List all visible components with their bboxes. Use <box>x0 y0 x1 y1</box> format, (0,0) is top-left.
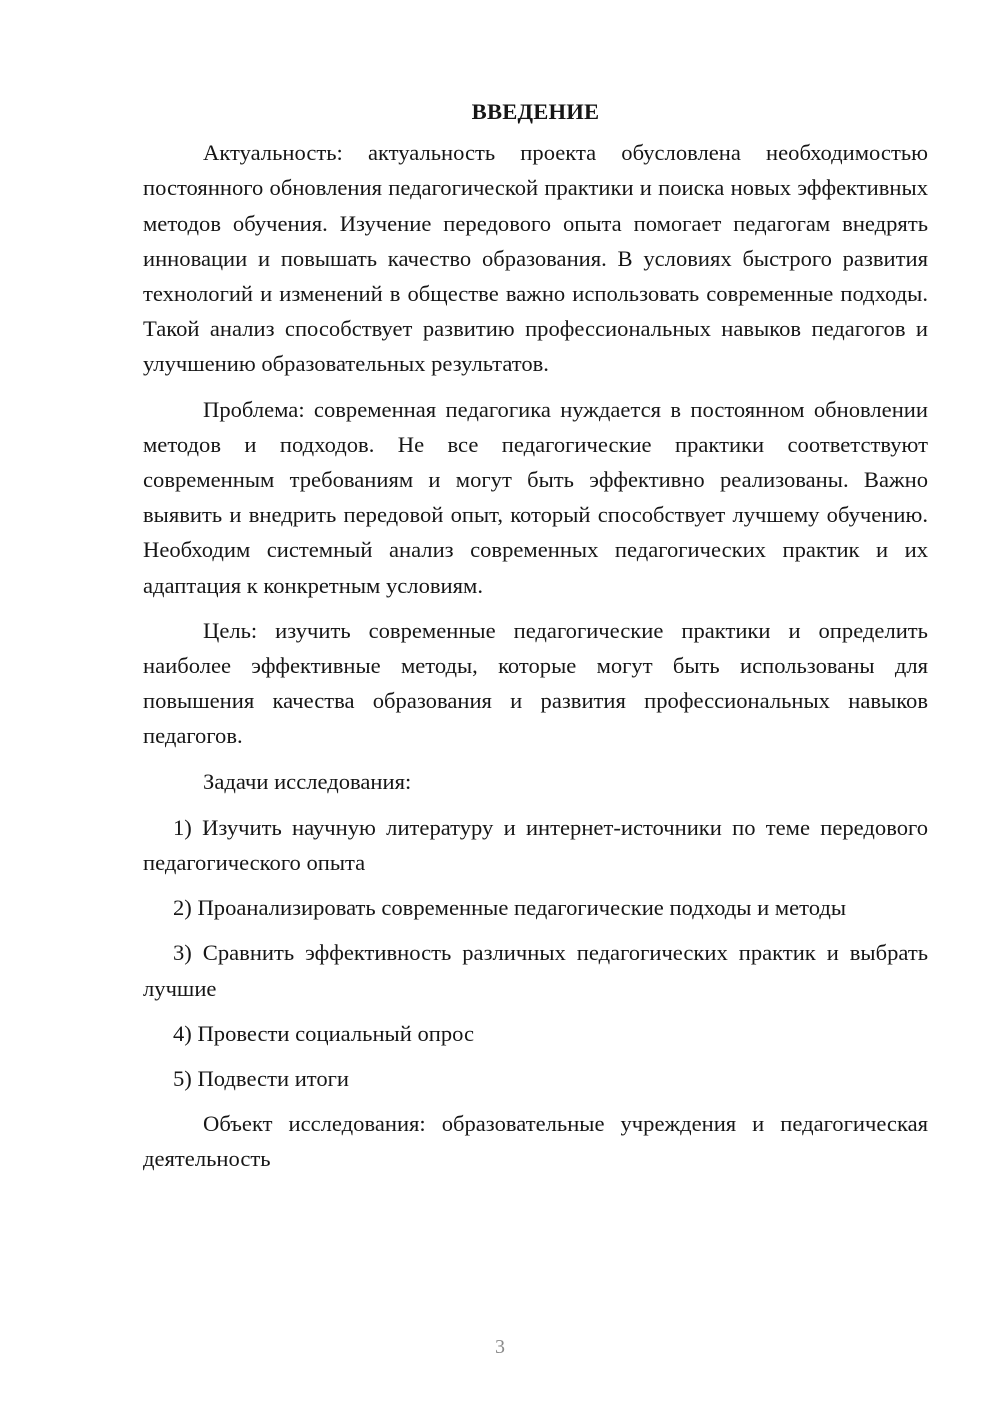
page-content <box>143 94 928 1177</box>
tasks-heading: Задачи исследования: <box>203 768 412 794</box>
page-number: 3 <box>495 1336 505 1358</box>
list-item: 2) Проанализировать современные педагогические подходы и методы <box>173 895 847 921</box>
list-item: 4) Провести социальный опрос <box>173 1020 475 1046</box>
object-paragraph: Объект исследования: образовательные учреждения и педагогическая деятельность <box>143 1111 928 1172</box>
problem-paragraph: Проблема: современная педагогика нуждается в постоянном обновлении методов и подходов. Не все педагогические практики соответствуют современным требованиям и могут быть эффективно реализованы. Важно выявить и внедрить передовой опыт, который способствует лучшему обучению. Необходим системный анализ современных педагогических практик и их адаптация к конкретным условиям. <box>143 396 928 598</box>
list-item: 3) Сравнить эффективность различных педагогических практик и выбрать лучшие <box>143 940 928 1001</box>
list-item: 1) Изучить научную литературу и интернет-источники по теме передового педагогического опыта <box>143 814 928 876</box>
tasks-list <box>143 810 928 1096</box>
page-title: ВВЕДЕНИЕ <box>471 99 600 124</box>
goal-paragraph: Цель: изучить современные педагогические практики и определить наиболее эффективные методы, которые могут быть использованы для повышения качества образования и развития профессиональных навыков педагогов. <box>143 617 928 749</box>
list-item: 5) Подвести итоги <box>173 1066 350 1092</box>
relevance-paragraph: Актуальность: актуальность проекта обусловлена необходимостью постоянного обновления педагогической практики и поиска новых эффективных методов обучения. Изучение передового опыта помогает педагогам внедрять инновации и повышать качество образования. В условиях быстрого развития технологий и изменений в обществе важно использовать современные подходы. Такой анализ способствует развитию профессиональных навыков педагогов и улучшению образовательных результатов. <box>143 140 928 377</box>
